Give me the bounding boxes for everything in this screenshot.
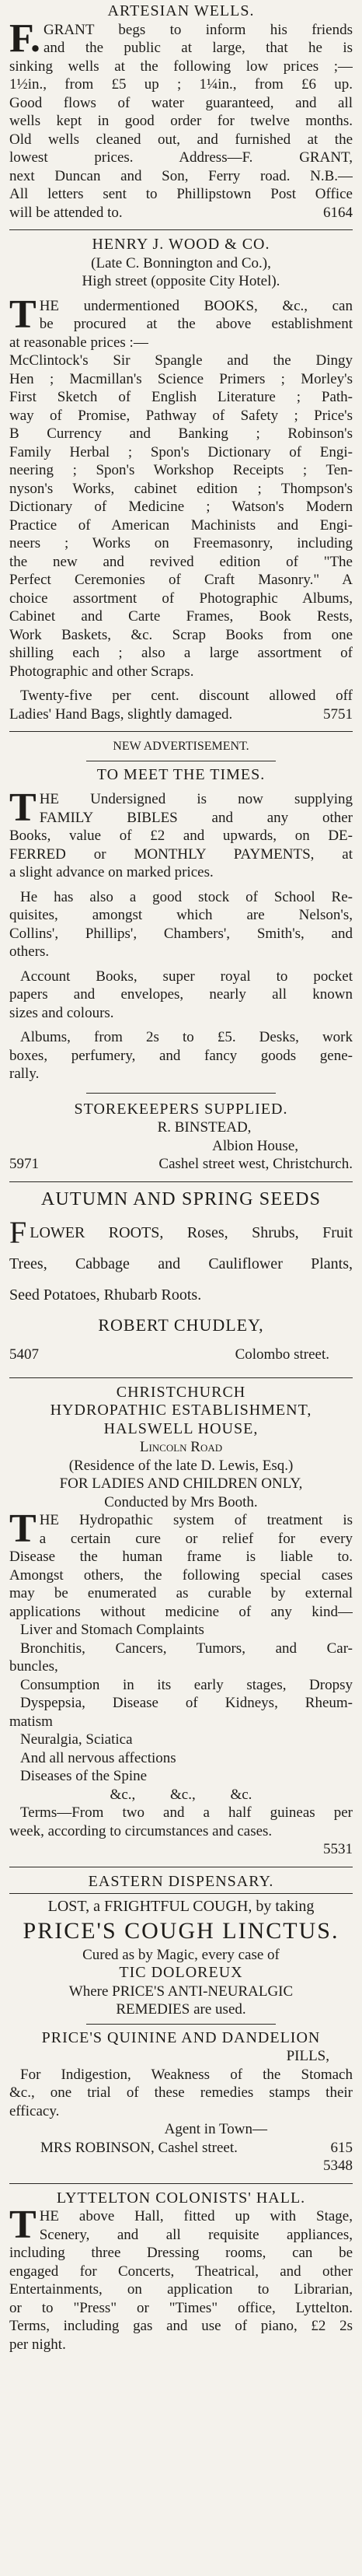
ad-number: 5407 bbox=[9, 1346, 39, 1363]
drop-cap: T bbox=[9, 1507, 37, 1551]
ad-title: EASTERN DISPENSARY. bbox=[88, 1872, 274, 1890]
divider bbox=[9, 731, 353, 732]
ad-number: 615 bbox=[330, 2139, 353, 2156]
text-line: Good flows of water guaranteed, and all bbox=[9, 94, 353, 111]
ad-body bbox=[9, 2244, 353, 2354]
ad-title: ARTESIAN WELLS. bbox=[107, 2, 255, 19]
text-line: sinking wells at the following low prices ;— bbox=[9, 58, 353, 75]
ad-title: STOREKEEPERS SUPPLIED. bbox=[74, 1100, 288, 1118]
text-line: wells kept in good order for twelve months. bbox=[9, 113, 353, 129]
text-line: First Sketch of English Literature ; Path- bbox=[9, 389, 353, 405]
ad-opening bbox=[9, 1507, 353, 1551]
ad-artesian-wells bbox=[9, 0, 353, 226]
list-item: And all nervous affections bbox=[20, 1749, 176, 1766]
list-item: Consumption in its early stages, Dropsy bbox=[20, 1676, 353, 1693]
ad-lost: LOST, a FRIGHTFUL COUGH, by taking bbox=[47, 1898, 315, 1915]
ad-road: Lincoln Road bbox=[139, 1439, 223, 1455]
ad-opening bbox=[9, 786, 353, 830]
text-line: HE above Hall, fitted up with Stage, bbox=[39, 2208, 353, 2224]
ad-residence: (Residence of the late D. Lewis, Esq.) bbox=[68, 1457, 294, 1474]
text-line: quisites, amongst which are Nelson's, bbox=[9, 907, 353, 923]
ad-address: High street (opposite City Hotel). bbox=[82, 273, 280, 289]
ad-body bbox=[9, 58, 353, 222]
opening-lines bbox=[44, 21, 353, 58]
text-line: Terms—From two and a half guineas per bbox=[20, 1804, 353, 1821]
list-item: Bronchitis, Cancers, Tumors, and Car- bbox=[20, 1640, 353, 1657]
ad-number: 5751 bbox=[323, 705, 353, 723]
closing-row bbox=[9, 2139, 353, 2158]
text-line: Entertainments, on application to Librarian, bbox=[9, 2281, 353, 2298]
closing-row bbox=[9, 705, 353, 724]
ad-subtitle: (Late C. Bonnington and Co.), bbox=[91, 254, 271, 271]
text-line: the new and revived edition of "The bbox=[9, 553, 353, 570]
text-line: sizes and colours. bbox=[9, 1004, 114, 1021]
text-line: Photographic and other Scraps. bbox=[9, 663, 194, 680]
ad-conducted: Conducted by Mrs Booth. bbox=[104, 1493, 258, 1510]
ad-name: R. BINSTEAD, bbox=[157, 1119, 252, 1136]
text-line: a certain cure or relief for every bbox=[39, 1530, 353, 1547]
text-line: Terms, including gas and use of piano, £2 2s bbox=[9, 2318, 353, 2334]
ad-henry-wood bbox=[9, 233, 353, 728]
text-line: be procured at the above establishment bbox=[39, 316, 353, 332]
opening-lines bbox=[40, 1511, 353, 1548]
text-line: Old wells cleaned out, and furnished at the bbox=[9, 131, 353, 148]
ad-title: CHRISTCHURCH bbox=[116, 1383, 246, 1401]
list-item: Liver and Stomach Complaints bbox=[20, 1622, 204, 1638]
ad-for: FOR LADIES AND CHILDREN ONLY, bbox=[59, 1475, 303, 1492]
ad-opening bbox=[9, 292, 353, 337]
opening-lines bbox=[40, 2207, 353, 2244]
text-line: Work Baskets, &c. Scrap Books from one bbox=[9, 626, 353, 643]
drop-cap: F bbox=[9, 1214, 27, 1250]
text-line: HE Undersigned is now supplying bbox=[39, 791, 353, 807]
ad-title: TO MEET THE TIMES. bbox=[96, 765, 266, 783]
list-item: buncles, bbox=[9, 1658, 58, 1675]
text-line: at reasonable prices :— bbox=[9, 334, 148, 351]
ad-lyttelton-hall bbox=[9, 2187, 353, 2359]
list-item: matism bbox=[9, 1713, 53, 1730]
text-line: GRANT begs to inform his friends bbox=[44, 21, 353, 38]
text-line: HE undermentioned BOOKS, &c., can bbox=[39, 297, 353, 314]
text-line: He has also a good stock of School Re- bbox=[20, 888, 353, 905]
text-line: a slight advance on marked prices. bbox=[9, 864, 214, 880]
divider bbox=[9, 229, 353, 230]
text-line: neers ; Works on Freemasonry, including bbox=[9, 535, 353, 551]
text-line: &c., one trial of these remedies stamps their bbox=[9, 2084, 353, 2101]
text-line: choice assortment of Photographic Albums, bbox=[9, 590, 353, 607]
text-line: including three Dressing rooms, can be bbox=[9, 2245, 353, 2261]
text-line: boxes, perfumery, and fancy goods gene- bbox=[9, 1047, 353, 1064]
text-line: Collins', Phillips', Chambers', Smith's, and bbox=[9, 925, 353, 942]
text-line: Cabinet and Carte Frames, Book Rests, bbox=[9, 608, 353, 625]
ad-storekeepers bbox=[9, 1098, 353, 1178]
text-line: Albums, from 2s to £5. Desks, work bbox=[20, 1029, 353, 1045]
text-line: 1½in., from £5 up ; 1¼in., from £6 up. bbox=[9, 76, 353, 93]
ad-opening bbox=[9, 2203, 353, 2247]
text-line: Seed Potatoes, Rhubarb Roots. bbox=[9, 1286, 202, 1304]
text-line: Scenery, and all requisite appliances, bbox=[39, 2226, 353, 2243]
text-line: week, according to circumstances and cases. bbox=[9, 1822, 273, 1839]
text-line: engaged for Concerts, Theatrical, and other bbox=[9, 2263, 353, 2280]
opening-lines bbox=[30, 1217, 353, 1248]
text-line: rally. bbox=[9, 1066, 40, 1082]
text-line: All letters sent to Phillipstown Post Office bbox=[9, 186, 353, 202]
ad-quinine: PRICE'S QUININE AND DANDELION bbox=[41, 2028, 321, 2046]
divider bbox=[86, 2024, 275, 2025]
drop-cap: F. bbox=[9, 16, 40, 61]
ad-house: Albion House, bbox=[212, 1137, 298, 1154]
text-line: papers and envelopes, nearly all known bbox=[9, 986, 353, 1003]
text-line: shilling each ; also a large assortment of bbox=[9, 645, 353, 661]
text-line: McClintock's Sir Spangle and the Dingy bbox=[9, 352, 353, 369]
divider bbox=[9, 1377, 353, 1378]
ad-number: 5531 bbox=[323, 1841, 353, 1857]
ad-seeds bbox=[9, 1185, 353, 1374]
etc-line: &c., &c., &c. bbox=[110, 1786, 252, 1803]
closing-row bbox=[9, 1340, 353, 1370]
text-line: For Indigestion, Weakness of the Stomach bbox=[20, 2066, 353, 2083]
text-line: Disease the human frame is liable to. bbox=[9, 1549, 353, 1565]
ad-address: Cashel street west, Christchurch. bbox=[158, 1156, 353, 1172]
ad-body bbox=[9, 1548, 353, 1859]
text-line: Amongst others, the following special cases bbox=[9, 1566, 353, 1584]
ad-body bbox=[9, 1248, 353, 1311]
text-line: Trees, Cabbage and Cauliflower Plants, bbox=[9, 1255, 353, 1272]
text-line: or to "Press" or "Times" office, Lyttelton. bbox=[9, 2299, 353, 2316]
ad-label: NEW ADVERTISEMENT. bbox=[113, 740, 249, 753]
ad-body bbox=[9, 827, 353, 1083]
ad-title: LYTTELTON COLONISTS' HALL. bbox=[56, 2189, 306, 2207]
ad-opening bbox=[9, 1214, 353, 1250]
ad-hydropathic bbox=[9, 1381, 353, 1864]
opening-lines bbox=[40, 297, 353, 334]
opening-lines bbox=[40, 790, 353, 827]
ad-eastern-dispensary bbox=[9, 1871, 353, 2180]
text-line: lowest prices. Address—F. GRANT, bbox=[9, 149, 353, 166]
divider bbox=[9, 1181, 353, 1182]
text-line: Books, value of £2 and upwards, on DE- bbox=[9, 828, 353, 844]
text-line: and the public at large, that he is bbox=[44, 40, 353, 56]
ad-name: ROBERT CHUDLEY, bbox=[98, 1314, 264, 1335]
text-line: efficacy. bbox=[9, 2102, 60, 2119]
text-line: Account Books, super royal to pocket bbox=[20, 968, 353, 985]
text-line: others. bbox=[9, 943, 50, 960]
text-line: neering ; Spon's Workshop Receipts ; Ten- bbox=[9, 462, 353, 478]
text-line: next Duncan and Son, Ferry road. N.B.— bbox=[9, 167, 353, 184]
text-line: Ladies' Hand Bags, slightly damaged. bbox=[9, 705, 233, 723]
divider bbox=[86, 1093, 275, 1094]
divider bbox=[9, 1893, 353, 1894]
ad-brand: PRICE'S COUGH LINCTUS. bbox=[23, 1917, 339, 1944]
ad-body bbox=[9, 334, 353, 724]
ad-number: 6164 bbox=[323, 204, 353, 221]
text-line: applications without medicine of any kind— bbox=[9, 1603, 353, 1620]
text-line: Family Herbal ; Spon's Dictionary of Engi- bbox=[9, 443, 353, 460]
drop-cap: T bbox=[9, 786, 37, 830]
ad-title: AUTUMN AND SPRING SEEDS bbox=[40, 1188, 322, 1209]
list-item: Dyspepsia, Disease of Kidneys, Rheum- bbox=[20, 1695, 353, 1711]
text-line: Hen ; Macmillan's Science Primers ; Morley's bbox=[9, 370, 353, 387]
ad-number: 5971 bbox=[9, 1156, 39, 1172]
divider bbox=[9, 2183, 353, 2184]
closing-row bbox=[9, 1155, 353, 1174]
ad-agent: Agent in Town— bbox=[164, 2121, 267, 2137]
text-line: way of Promise, Pathway of Safety ; Price's bbox=[9, 407, 353, 424]
newspaper-column bbox=[9, 0, 353, 2576]
text-line: Practice of American Machinists and Engi- bbox=[9, 516, 353, 534]
list-item: Diseases of the Spine bbox=[20, 1768, 148, 1784]
text-line: FAMILY BIBLES and any other bbox=[39, 809, 353, 826]
ad-subtitle: HYDROPATHIC ESTABLISHMENT, bbox=[50, 1402, 312, 1419]
ad-pills: PILLS, bbox=[286, 2048, 329, 2064]
ad-where: Where PRICE'S ANTI-NEURALGIC bbox=[68, 1983, 294, 2000]
closing-row bbox=[9, 204, 353, 222]
text-line: FERRED or MONTHLY PAYMENTS, at bbox=[9, 845, 353, 863]
ad-cured: Cured as by Magic, every case of bbox=[82, 1946, 280, 1963]
text-line: nyson's Works, cabinet edition ; Thompson's bbox=[9, 480, 353, 497]
ad-tic: TIC DOLOREUX bbox=[119, 1964, 243, 1981]
ad-meet-the-times bbox=[9, 735, 353, 1088]
ad-house: HALSWELL HOUSE, bbox=[103, 1419, 259, 1437]
drop-cap: T bbox=[9, 2203, 37, 2247]
ad-robinson: MRS ROBINSON, Cashel street. bbox=[40, 2139, 238, 2156]
ad-address: Colombo street. bbox=[235, 1346, 329, 1363]
text-line: HE Hydropathic system of treatment is bbox=[39, 1512, 353, 1528]
text-line: B Currency and Banking ; Robinson's bbox=[9, 425, 353, 442]
ad-number: 5348 bbox=[323, 2158, 353, 2174]
text-line: Perfect Ceremonies of Craft Masonry." A bbox=[9, 572, 353, 588]
ad-title: HENRY J. WOOD & CO. bbox=[92, 236, 270, 253]
text-line: per night. bbox=[9, 2336, 66, 2353]
ad-remedies: REMEDIES are used. bbox=[116, 2001, 246, 2018]
text-line: will be attended to. bbox=[9, 204, 123, 221]
text-line: may be enumerated as curable by external bbox=[9, 1585, 353, 1601]
list-item: Neuralgia, Sciatica bbox=[20, 1731, 133, 1748]
ad-opening bbox=[9, 16, 353, 61]
text-line: Twenty-five per cent. discount allowed off bbox=[20, 688, 353, 704]
text-line: LOWER ROOTS, Roses, Shrubs, Fruit bbox=[30, 1223, 353, 1241]
text-line: Dictionary of Medicine ; Watson's Modern bbox=[9, 499, 353, 515]
drop-cap: T bbox=[9, 292, 37, 337]
